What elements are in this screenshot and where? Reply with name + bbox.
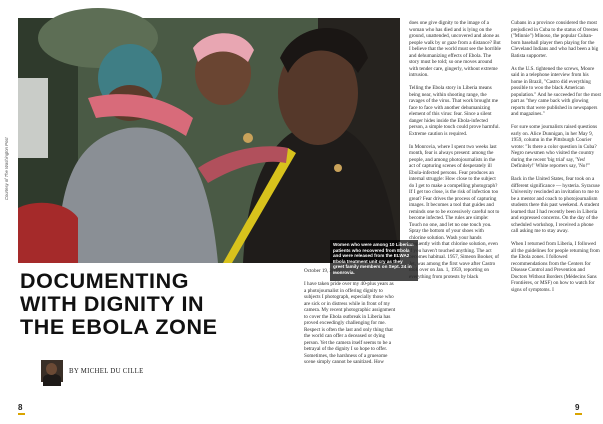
paragraph: Back in the United States, fear took on a different significance — hysteria. Syracuse University rescinded an invitation to me to be a mentor and coach to photojournalism students there this past weekend. A student learned that I had recently been in Liberia and expressed concerns. On the day of the scheduled workshop, I received a phone call asking me to stay away. [511, 176, 600, 234]
embracing-women-illustration [18, 18, 400, 263]
article-date: October 19, 2014 [304, 268, 340, 274]
paragraph: For sure some journalists raised questions early on. Alice Dunnigan, in her May 9, 1959, column in the Pittsburgh Courier wrote: "Is there a color question in Cuba? Negro newsmen who visited the country during the recent 'big trial' say, 'Yes! Definitely!' White reporters say, 'No!'" [511, 124, 598, 169]
headline-line-3: THE EBOLA ZONE [20, 315, 218, 339]
paragraph: As the U.S. tightened the screws, Moore said in a telephone interview from his home in Brazil, "Castro did everything possible to woo the black American population." And he succeeded for the most part as "they came back with glowing reports that were published in newspapers and magazines." [511, 65, 601, 117]
paragraph: I have taken pride over my 40-plus years as a photojournalist in offering dignity to subjects I photograph, especially those who are sick or in distress while in front of my camera. My recent photographic assignment to cover the Ebola outbreak in Liberia has proved exceedingly challenging for me. Respect is often the last and only thing that the world can offer a deceased or dying person. Yet the camera itself seems to be a betrayal of the dignity I so hope to offer. Sometimes, the harshness of a gruesome scene simply cannot be sanitized. How [304, 281, 396, 365]
photo-caption-text: Women who were among 10 Liberian patients who recovered from Ebola and were released from the ELWA2 Ebola treatment unit cry as they greet family members on Sept. 24 in Monrovia. [333, 242, 414, 275]
page-number-right: 9 [575, 403, 582, 415]
text-column-2 [409, 20, 501, 287]
author-avatar [41, 360, 63, 382]
paragraph: In Monrovia, where I spent two weeks last month, fear is always present: among the people, and among photojournalists in the act of capturing scenes of desperately ill Ebola-infected persons. Fear produces an internal struggle: How close to the subject do I get to make a compelling photograph? If I get too close, is the risk of infection too great? Fear drives the process of capturing images. It becomes a tool that guides and reminds one to be excessively careful not to become infected. The rules are simple: Touch no one, and let no one touch you. Spray the bottom of your shoes with chlorine solution. Wash your hands frequently with that chlorine solution, even if you haven't touched anything. The act becomes habitual. 1957, Simeon Booker, of Jet, was among the first wave after Castro took over on Jan. 1, 1959, reporting on everything from protests by black [409, 143, 500, 280]
byline-text: BY MICHEL DU CILLE [69, 367, 144, 375]
paragraph: does one give dignity to the image of a woman who has died and is lying on the ground, unattended, uncovered and alone as people walk by or gaze from a distance? But I believe that the world must see the horrible and dehumanizing effects of Ebola. The story must be told; so one moves around with tender care, gingerly, without extreme intrusion. [409, 20, 501, 78]
headline-line-2: WITH DIGNITY IN [20, 292, 205, 316]
headline-line-1: DOCUMENTING [20, 269, 190, 293]
text-column-1 [304, 268, 397, 372]
paragraph: Telling the Ebola story in Liberia means being near, within shooting range, the ravages of the virus. That work brought me face to face with another dehumanizing element of this virus: fear. Since a silent danger hides inside the Ebola-infected person, a simple touch could prove harmful. Extreme caution is required. [409, 85, 500, 137]
text-column-3 [511, 20, 603, 300]
paragraph: When I returned from Liberia, I followed all the guidelines for people returning from the Ebola zones. I followed recommendations from the Centers for Disease Control and Prevention and Doctors Without Borders (Médecins Sans Frontières, or MSF) on how to watch for signs of symptoms. I [511, 241, 600, 293]
byline [41, 360, 144, 382]
paragraph: Cubans in a province considered the most prejudiced in Cuba to the status of Orestes ("Minnie") Minoso, the popular Cuban-born baseball player then playing for the Cleveland Indians and who had been a big Batista supporter. [511, 20, 599, 59]
photo-credit: Courtesy of The Washington Post [4, 137, 9, 200]
page-number-left: 8 [18, 403, 25, 415]
headline [20, 270, 290, 339]
